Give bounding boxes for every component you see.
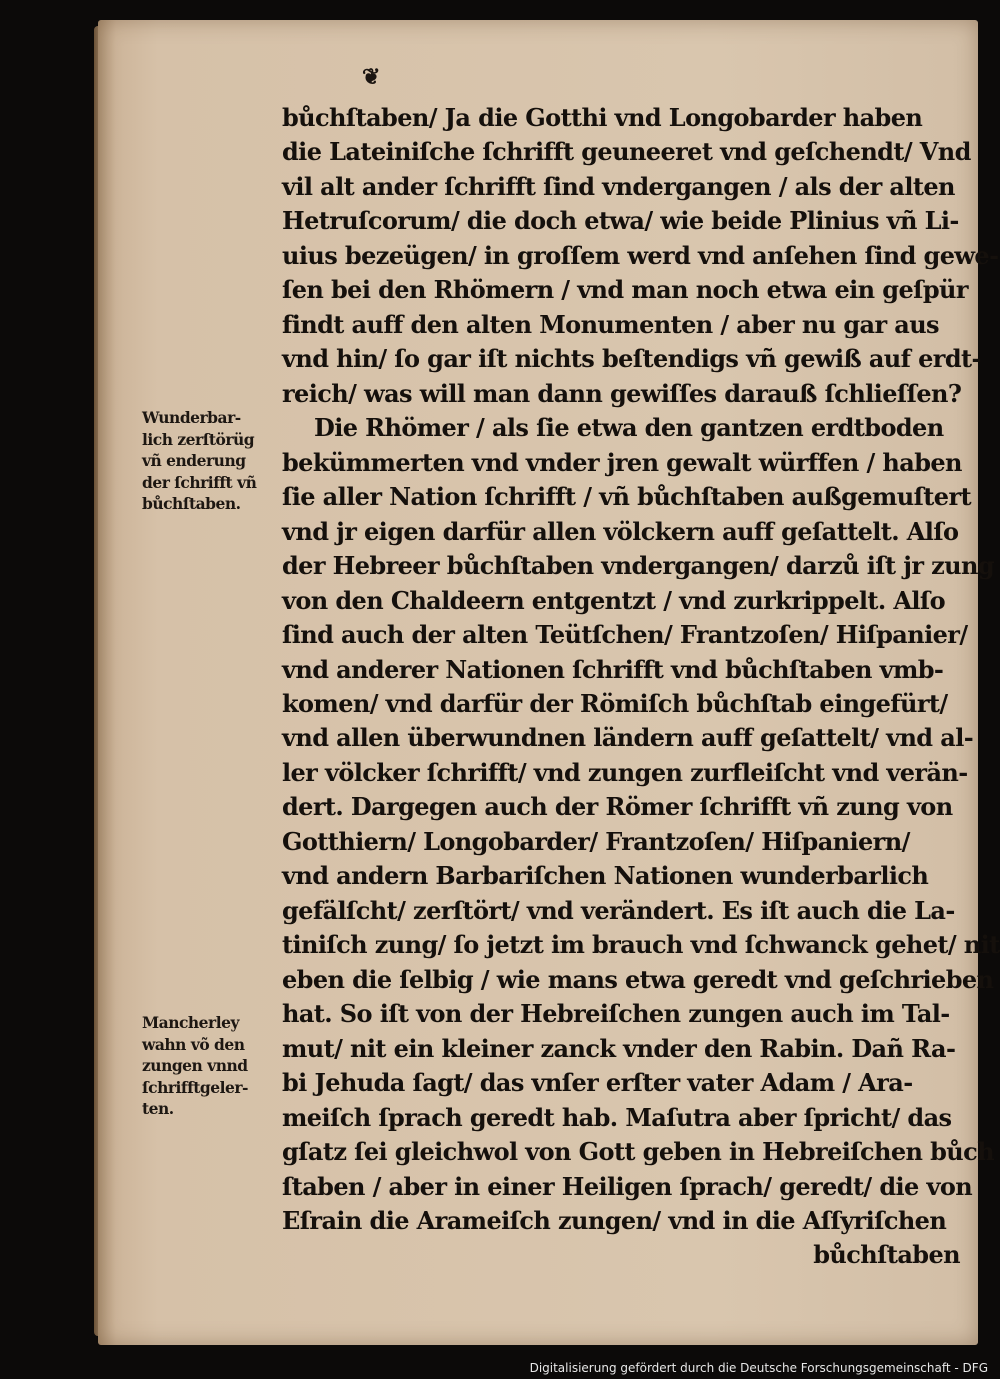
text-line: gefälſcht/ zerſtört/ vnd verändert. Es iſt auch die La- [282, 895, 955, 925]
page-ornament: ❦ [362, 64, 381, 90]
margin-note-line: zungen vnnd [142, 1056, 248, 1076]
text-line: vnd jr eigen darfür allen völckern auff geſattelt. Alſo [282, 516, 959, 546]
text-line: vil alt ander ſchrifft ſind vndergangen / als der alten [282, 171, 955, 201]
text-line: ſind auch der alten Teütſchen/ Frantzoſen/ Hiſpanier/ [282, 620, 968, 650]
text-line: vnd anderer Nationen ſchrifft vnd bůchſtaben vmb- [282, 654, 944, 684]
text-line: bekümmerten vnd vnder jren gewalt würffen / haben [282, 447, 962, 477]
text-line: vnd allen überwundnen ländern auff geſattelt/ vnd al- [282, 723, 974, 753]
text-line: findt auff den alten Monumenten / aber nu gar aus [282, 309, 939, 339]
text-line: Hetruſcorum/ die doch etwa/ wie beide Plinius vñ Li- [282, 206, 959, 236]
margin-note-line: der ſchrifft vñ [142, 472, 257, 492]
text-line: Eſrain die Arameiſch zungen/ vnd in die Aſſyriſchen [282, 1206, 947, 1235]
text-line: die Lateiniſche ſchrifft geuneeret vnd geſchendt/ Vnd [282, 137, 971, 167]
margin-note-line: Wunderbar- [142, 408, 241, 427]
main-text-block [282, 101, 1000, 1273]
text-line: dert. Dargegen auch der Römer ſchrifft vñ zung von [282, 792, 953, 822]
text-line: mut/ nit ein kleiner zanck vnder den Rabin. Dañ Ra- [282, 1033, 956, 1063]
text-line: meiſch ſprach geredt hab. Maſutra aber ſpricht/ das [282, 1102, 952, 1132]
text-line: komen/ vnd darfür der Römiſch bůchſtab eingefürt/ [282, 688, 948, 718]
text-line: Die Rhömer / als ſie etwa den gantzen erdtboden [314, 413, 944, 443]
text-line: ler völcker ſchrifft/ vnd zungen zurfleiſcht vnd verän- [282, 757, 968, 787]
margin-note-line: vñ enderung [142, 451, 246, 471]
margin-note-language-opinions [142, 1012, 292, 1120]
text-line: hat. So iſt von der Hebreiſchen zungen auch im Tal- [282, 999, 950, 1029]
text-line: reich/ was will man dann gewiſſes darauß ſchlieſſen? [282, 378, 962, 408]
text-line: tiniſch zung/ ſo jetzt im brauch vnd ſchwanck gehet/ nit [282, 930, 1000, 960]
text-line: von den Chaldeern entgentzt / vnd zurkrippelt. Alſo [282, 585, 946, 615]
text-line: eben die ſelbig / wie mans etwa geredt vnd geſchrieben [282, 964, 994, 994]
text-line: ſen bei den Rhömern / vnd man noch etwa ein geſpür [282, 275, 968, 305]
text-line: vnd andern Barbariſchen Nationen wunderbarlich [282, 861, 929, 891]
margin-note-line: bůchſtaben. [142, 494, 241, 514]
margin-note-line: Mancherley [142, 1013, 239, 1032]
text-line: ſtaben / aber in einer Heiligen ſprach/ geredt/ die von [282, 1171, 973, 1201]
margin-note-script-changes [142, 407, 292, 515]
margin-note-line: ten. [142, 1099, 174, 1119]
margin-note-line: lich zerſtörüg [142, 429, 255, 449]
text-line: bůchſtaben/ Ja die Gotthi vnd Longobarder haben [282, 103, 923, 132]
text-line: Gotthiern/ Longobarder/ Frantzoſen/ Hiſpaniern/ [282, 826, 910, 856]
margin-note-line: wahn võ den [142, 1034, 245, 1054]
text-line: der Hebreer bůchſtaben vndergangen/ darzů iſt jr zung [282, 551, 995, 581]
digitization-credit: Digitalisierung gefördert durch die Deutsche Forschungsgemeinschaft - DFG [529, 1361, 988, 1375]
text-line: gſatz ſei gleichwol von Gott geben in Hebreiſchen bůch [282, 1137, 995, 1167]
margin-note-line: ſchrifftgeler- [142, 1077, 248, 1097]
text-line: bi Jehuda ſagt/ das vnſer erſter vater Adam / Ara- [282, 1068, 913, 1098]
catchword: bůchſtaben [813, 1240, 960, 1270]
text-line: vnd hin/ ſo gar iſt nichts beſtendigs vñ gewiß auf erdt- [282, 344, 981, 374]
text-line: ſie aller Nation ſchrifft / vñ bůchſtaben außgemuſtert [282, 482, 971, 512]
text-line: uius bezeügen/ in groſſem werd vnd anſehen ſind gewe- [282, 240, 999, 270]
